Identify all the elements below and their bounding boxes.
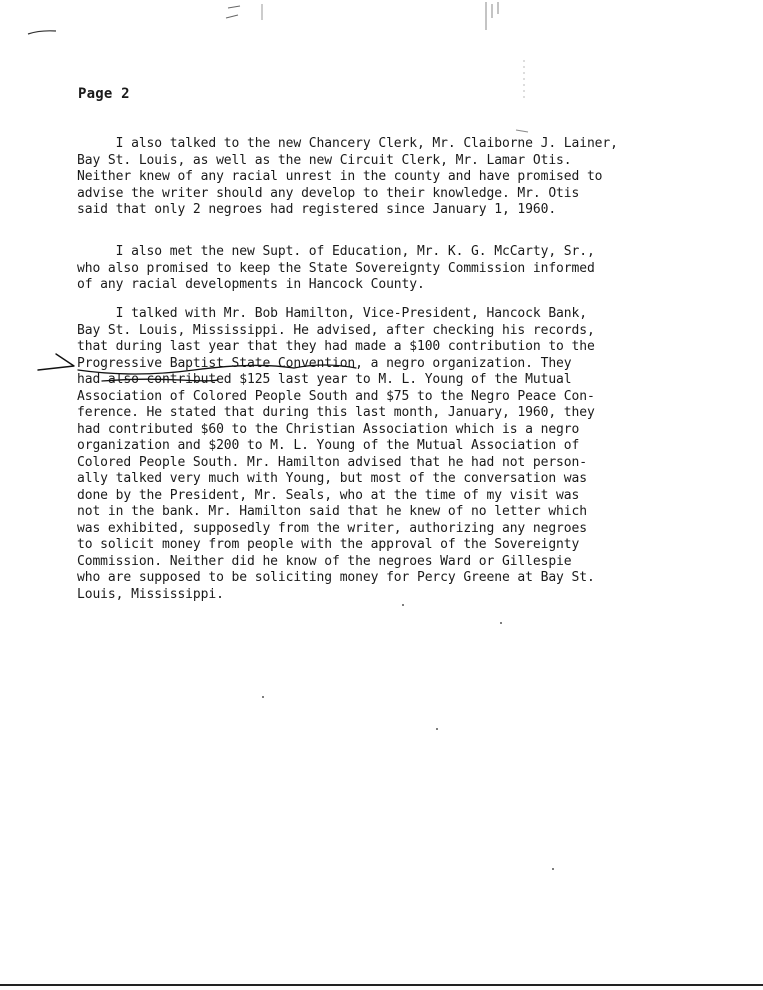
text-line: of any racial developments in Hancock County. [77, 277, 425, 292]
text-line: Progressive Baptist State Convention, a negro organization. They [77, 355, 572, 371]
scan-speck [552, 868, 554, 870]
paragraph-bank [77, 306, 595, 603]
text-line: done by the President, Mr. Seals, who at the time of my visit was [77, 487, 580, 503]
scan-speck [262, 696, 264, 698]
text-line: advise the writer should any develop to their knowledge. Mr. Otis [77, 185, 580, 201]
page-bottom-edge [0, 978, 763, 990]
paragraph-clerks [77, 136, 618, 219]
text-line: said that only 2 negroes had registered since January 1, 1960. [77, 202, 557, 217]
text-line: to solicit money from people with the approval of the Sovereignty [77, 537, 580, 552]
text-line: had also contributed $125 last year to M. L. Young of the Mutual [77, 372, 572, 387]
page-number: Page 2 [78, 86, 130, 102]
scan-speck [500, 622, 502, 624]
text-line: who are supposed to be soliciting money for Percy Greene at Bay St. [77, 570, 595, 585]
text-line: I also talked to the new Chancery Clerk, Mr. Claiborne J. Lainer, [77, 136, 618, 151]
scan-speck [402, 604, 404, 606]
text-line: who also promised to keep the State Sovereignty Commission informed [77, 260, 595, 276]
text-line: organization and $200 to M. L. Young of the Mutual Association of [77, 438, 580, 453]
scan-artifacts [0, 0, 763, 140]
handwritten-strike-mark [100, 374, 220, 386]
text-line: Bay St. Louis, as well as the new Circuit Clerk, Mr. Lamar Otis. [77, 152, 572, 168]
text-line: ference. He stated that during this last month, January, 1960, they [77, 405, 595, 420]
text-line: was exhibited, supposedly from the writer, authorizing any negroes [77, 520, 587, 536]
scan-speck [436, 728, 438, 730]
text-line: Association of Colored People South and $75 to the Negro Peace Con- [77, 388, 595, 404]
text-line: Bay St. Louis, Mississippi. He advised, after checking his records, [77, 322, 595, 338]
text-line: had contributed $60 to the Christian Association which is a negro [77, 421, 580, 437]
text-line: Colored People South. Mr. Hamilton advised that he had not person- [77, 454, 587, 470]
text-line: Louis, Mississippi. [77, 586, 224, 602]
text-line: Neither knew of any racial unrest in the county and have promised to [77, 169, 603, 184]
handwritten-arrow-mark [36, 352, 76, 376]
text-line: Commission. Neither did he know of the negroes Ward or Gillespie [77, 553, 572, 569]
paragraph-education [77, 244, 595, 294]
text-line: I talked with Mr. Bob Hamilton, Vice-President, Hancock Bank, [77, 306, 587, 321]
text-line: ally talked very much with Young, but most of the conversation was [77, 471, 587, 486]
text-line: not in the bank. Mr. Hamilton said that he knew of no letter which [77, 504, 587, 519]
text-line: that during last year that they had made a $100 contribution to the [77, 339, 595, 354]
text-line: I also met the new Supt. of Education, Mr. K. G. McCarty, Sr., [77, 244, 595, 259]
